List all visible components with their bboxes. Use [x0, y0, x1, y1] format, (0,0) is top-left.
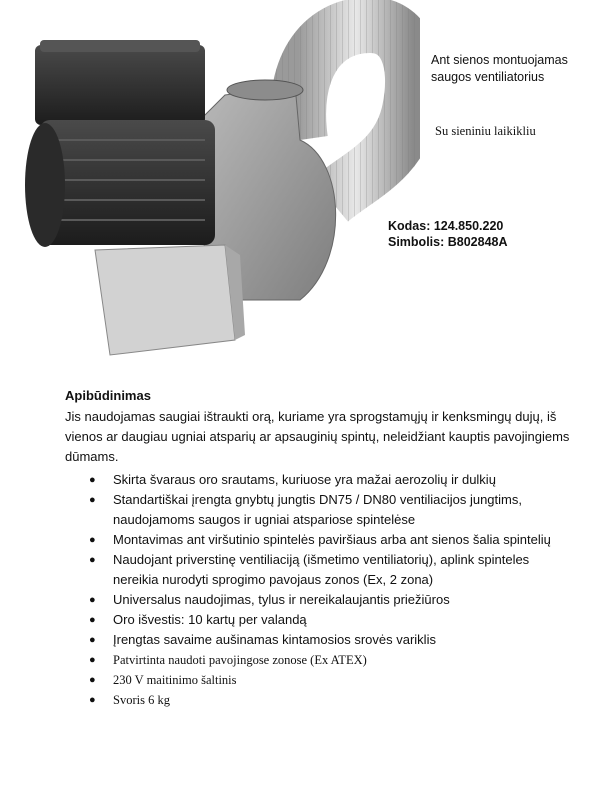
fan-illustration: [0, 0, 420, 370]
list-item: ● Naudojant priverstinę ventiliaciją (išmetimo ventiliatorių), aplink spinteles nereikia nurodyti sprogimo pavojaus zonos (Ex, 2 zona): [89, 552, 530, 587]
product-subtitle: Su sieniniu laikikliu: [435, 124, 536, 138]
list-item: ● Montavimas ant viršutinio spintelės paviršiaus arba ant sienos šalia spintelių: [65, 530, 575, 550]
product-code: Kodas: 124.850.220: [388, 219, 504, 233]
product-codes: [388, 218, 508, 250]
product-photo: [0, 0, 420, 370]
list-item: ● Svoris 6 kg: [65, 690, 575, 710]
list-item: ● Universalus naudojimas, tylus ir nereikalaujantis priežiūros: [65, 590, 575, 610]
description-heading: Apibūdinimas: [65, 388, 151, 403]
bullet-icon: ●: [89, 474, 96, 486]
list-item: ● 230 V maitinimo šaltinis: [65, 670, 575, 690]
bullet-icon: ●: [89, 594, 96, 606]
product-title-line1: Ant sienos montuojamas: [431, 53, 568, 67]
feature-list: [65, 470, 575, 710]
list-item: ● Įrengtas savaime aušinamas kintamosios srovės variklis: [65, 630, 575, 650]
product-symbol: Simbolis: B802848A: [388, 235, 508, 249]
list-item: ● Patvirtinta naudoti pavojingose zonose (Ex ATEX): [65, 650, 575, 670]
bullet-icon: ●: [89, 554, 96, 566]
list-item: ● Oro išvestis: 10 kartų per valandą: [65, 610, 575, 630]
bullet-icon: ●: [89, 634, 96, 646]
product-title: [431, 52, 596, 86]
list-item: ● Standartiškai įrengta gnybtų jungtis DN75 / DN80 ventiliacijos jungtims, naudojamoms saugos ir ugniai atspariose spintelėse: [89, 492, 522, 527]
description-paragraph: Jis naudojamas saugiai ištraukti orą, kuriame yra sprogstamųjų ir kenksmingų dujų, iš vienos ar daugiau ugniai atsparių ar apsauginių spintų, neleidžiant kauptis pavojingiems dūmams.: [65, 409, 570, 464]
bullet-icon: ●: [89, 614, 96, 626]
description-section: [65, 387, 575, 710]
list-item: ● Skirta švaraus oro srautams, kuriuose yra mažai aerozolių ir dulkių: [65, 470, 575, 490]
bullet-icon: ●: [89, 494, 96, 506]
product-title-line2: saugos ventiliatorius: [431, 70, 545, 84]
bullet-icon: ●: [89, 674, 96, 686]
bullet-icon: ●: [89, 534, 96, 546]
bullet-icon: ●: [89, 654, 96, 666]
bullet-icon: ●: [89, 694, 96, 706]
